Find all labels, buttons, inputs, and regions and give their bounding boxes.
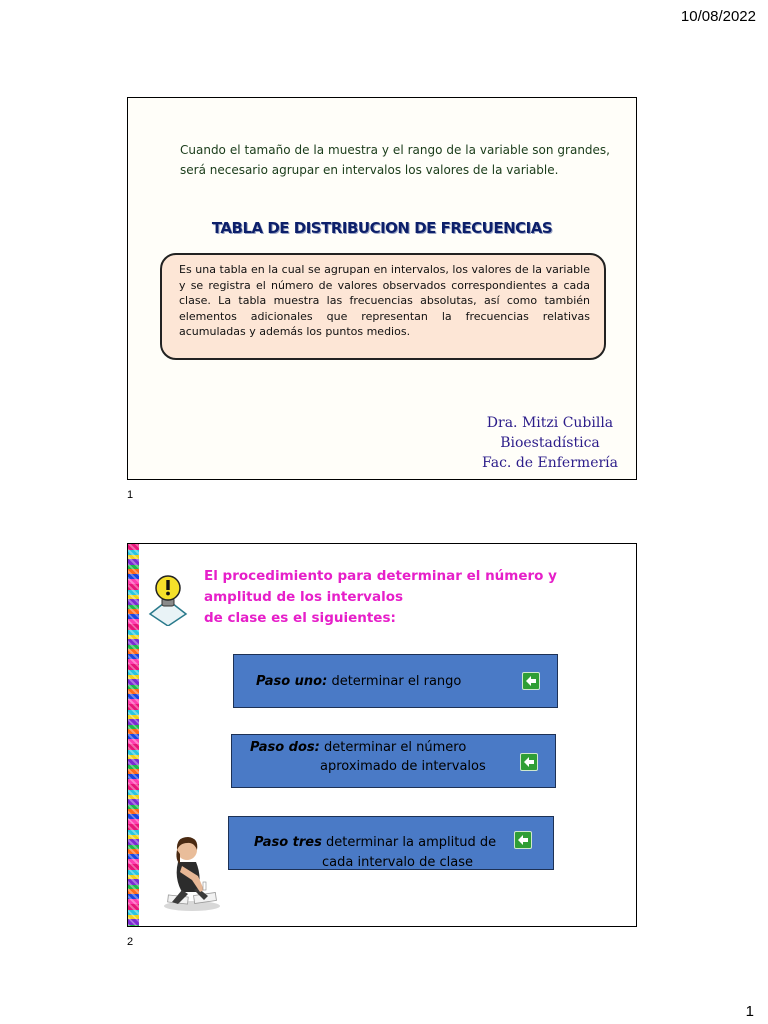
step-one-box[interactable] xyxy=(233,654,558,708)
step-three-label: Paso tres xyxy=(254,835,322,850)
slide-2-number: 2 xyxy=(127,936,134,948)
back-arrow-icon[interactable] xyxy=(520,753,538,771)
slide-2-title-line: de clase es el siguientes: xyxy=(204,610,396,626)
author-block xyxy=(482,413,618,473)
step-two-text-continued: aproximado de intervalos xyxy=(320,759,486,774)
step-three-box[interactable] xyxy=(228,816,554,870)
back-arrow-icon[interactable] xyxy=(522,672,540,690)
back-arrow-icon[interactable] xyxy=(514,831,532,849)
slide-2-title-line: amplitud de los intervalos xyxy=(204,589,404,605)
intro-paragraph: Cuando el tamaño de la muestra y el rango de la variable son grandes, será necesario agrupar en intervalos los valores de la variable. xyxy=(180,143,610,177)
print-date: 10/08/2022 xyxy=(680,8,756,25)
step-three-text: determinar la amplitud de xyxy=(321,835,497,850)
slide-2 xyxy=(127,543,637,927)
step-three-text-continued: cada intervalo de clase xyxy=(322,855,473,870)
lightbulb-warning-icon xyxy=(148,574,188,626)
author-subject: Bioestadística xyxy=(500,435,600,451)
definition-text: Es una tabla en la cual se agrupan en intervalos, los valores de la variable y se registra el número de valores observados correspondientes a cada clase. La tabla muestra las frecuencias absolutas, así como también elementos adicionales que representan la frecuencias relativas acumuladas y además los puntos medios. xyxy=(179,263,590,338)
step-two-text: determinar el número xyxy=(319,740,467,755)
author-name: Dra. Mitzi Cubilla xyxy=(486,415,614,431)
slide-1-title: TABLA DE DISTRIBUCION DE FRECUENCIAS xyxy=(211,219,553,237)
author-faculty: Fac. de Enfermería xyxy=(481,455,618,471)
slide-2-title xyxy=(204,566,624,629)
step-one-label: Paso uno: xyxy=(256,674,328,689)
step-two-label: Paso dos: xyxy=(250,740,320,755)
definition-box xyxy=(160,253,606,360)
person-figure xyxy=(158,832,224,912)
slide-2-title-line: El procedimiento para determinar el número y xyxy=(204,568,557,584)
step-one-text: determinar el rango xyxy=(327,674,462,689)
slide-1 xyxy=(127,97,637,480)
slide-1-number: 1 xyxy=(127,489,134,501)
step-two-box[interactable] xyxy=(231,734,556,788)
decorative-strip xyxy=(128,544,139,926)
page-number: 1 xyxy=(745,1003,754,1020)
